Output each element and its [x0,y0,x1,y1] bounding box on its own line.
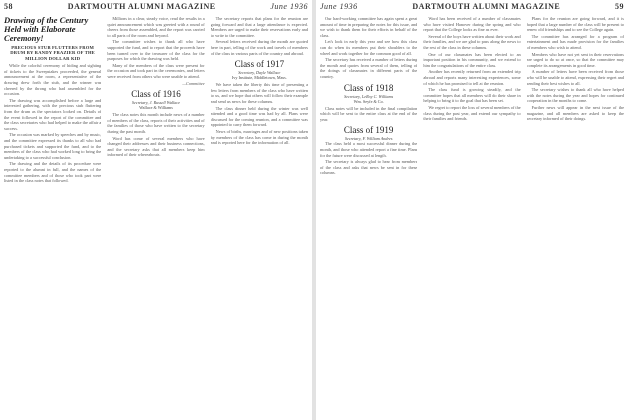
left-columns [4,16,308,420]
class-1917-heading: Class of 1917 [234,59,285,70]
right-column-3 [527,16,624,420]
class-1917-address: Ivy Institute, Middletown, Mass. [231,75,287,81]
class-1919-heading: Class of 1919 [343,125,394,136]
left-running-head [4,2,308,14]
left-issue-date: June 1936 [270,2,308,11]
class-1918-address: Wm. Seyfe & Co. [353,98,384,104]
left-page-number: 58 [4,2,13,11]
right-running-head [320,2,624,14]
right-page-number: 59 [614,2,624,11]
feature-signoff: —Committee [182,80,205,86]
class-1916-notes-continued: The secretary reports that plans for the reunion are going forward and that a large attendance is expected. Members are urged to make their reservations early and to write to the committee. Several letters received during the month are quoted here in part, telling of the work and travels of members of the class in various parts of the country and abroad. [210,16,308,56]
class-1916-notes: The class notes this month include news of a number of members of the class, reports of their activities and of the families of those who have written to the secretary during the past month. Word has come of several members who have changed their addresses and their business connections, and the secretary asks that all members keep him informed of their whereabouts. [107,112,205,158]
class-1916-heading: Class of 1916 [131,89,181,100]
feature-title: Drawing of the Century Held with Elaborate Ceremony! [4,16,89,43]
class-1919-notes-continued: Word has been received of a number of classmates who have visited Hanover during the spring and who report that the College looks as fine as ever. Several of the boys have written about their work and their families, and we are glad to pass along the news to the rest of the class in these columns. One of our classmates has been elected to an important position in his community, and we extend to him the congratulations of the entire class. Another has recently returned from an extended trip abroad and reports many interesting experiences, some of which he has promised to tell at the reunion. The class fund is growing steadily, and the committee hopes that all members will do their share in helping to bring it to the goal that has been set. We regret to report the loss of several members of the class during the past year, and extend our sympathy to their families and friends. [423,16,521,122]
left-page [0,0,312,420]
class-1917-secretary: Secretary, Dayle Wallace [238,70,281,76]
right-column-1 [320,16,417,420]
class-1919-notes-final: Plans for the reunion are going forward, and it is hoped that a large number of the class will be present to renew old friendships and to see the College again. The committee has arranged for a program of entertainment and has made provision for the families of members who wish to attend. Members who have not yet sent in their reservations are urged to do so at once, so that the committee may complete its arrangements in good time. A number of letters have been received from those who will be unable to attend, expressing their regret and sending their best wishes to all. The secretary wishes to thank all who have helped with the notes during the year and hopes for continued cooperation in the months to come. Further news will appear in the next issue of the magazine, and all members are asked to keep the secretary informed of their doings. [526,16,624,122]
class-1918-heading: Class of 1918 [343,82,394,93]
class-1919-secretary: Secretary, F. William Andres [344,136,393,142]
class-1916-secretary: Secretary, J. Russell Wallace [131,100,181,106]
left-magazine-title: DARTMOUTH ALUMNI MAGAZINE [67,2,216,11]
class-1918-notes: Class notes will be included in the final compilation which will be sent to the entire class at the end of the year. [320,105,418,122]
class-1917-notes: We have taken the liberty this time of presenting a few letters from members of the class who have written to us, and we hope that others will follow their example and send us news for these columns. The class dinner held during the winter was well attended and a good time was had by all. Plans were discussed for the coming reunion, and a committee was appointed to carry them forward. News of births, marriages and of new positions taken by members of the class has come in during the month and is reported here for the information of all. [210,82,308,146]
left-column-2 [107,16,204,420]
class-1916-address: Wallace & Williams [139,105,173,111]
right-page [316,0,628,420]
feature-body-continued: Millions in a clear, steady voice, read the results in a quiet announcement which was greeted with a round of cheers from those assembled, and the report was carried to all parts of the room and beyond. The committee wishes to thank all who have supported the fund, and to report that the proceeds have been turned over to the treasurer of the class for the purposes for which the drawing was held. Many of the members of the class were present for the occasion and took part in the ceremonies, and letters were received from others who were unable to attend. [107,16,205,79]
feature-body: While the colorful ceremony of hiding and sighting of tickets to the Sweepstakes proceeded, the general announcement at the room, a representative of the drawing drew forth the stub, and the winner was cheered by the throng who had assembled for the occasion. The drawing was accomplished before a large and interested gathering, with the precious stub fluttering from the drum as the spectators looked on. Details of the event followed in the report of the committee and the class secretaries who had helped to make the affair a success. The occasion was marked by speeches and by music, and the committee expressed its thanks to all who had purchased tickets and supported the fund, and to the members of the class who had worked long to bring the undertaking to a successful conclusion. The drawing and the details of its procedure were reported to the alumni in full, and the names of the committee members and of those who took part were listed in the class notes that followed. [4,63,102,184]
right-issue-date: June 1936 [320,2,358,11]
class-1917-notes-continued: Our hard-working committee has again spent a great amount of time in preparing the notes for this issue, and we wish to thank them for their efforts in behalf of the class. Let's look in early this year and see how this class can do when its members put their shoulders to the wheel and work together for the common good of all. The secretary has received a number of letters during the month and quotes from several of them, telling of the doings of classmates in different parts of the country. [320,16,418,79]
class-1918-secretary: Secretary, LeRoy C. Williams [344,93,394,99]
right-magazine-title: DARTMOUTH ALUMNI MAGAZINE [412,2,561,11]
left-column-1 [4,16,101,420]
class-1919-notes: The class held a most successful dinner during the month, and those who attended report a fine time. Plans for the future were discussed at length. The secretary is always glad to hear from members of the class and asks that news be sent in for these columns. [320,141,418,176]
right-columns [320,16,624,420]
left-column-3 [211,16,308,420]
right-column-2 [423,16,520,420]
feature-subtitle: PRECIOUS STUB FLUTTERS FROM DRUM BY RANDY FRAZIER OF THE MILLION DOLLAR KID [10,45,96,61]
